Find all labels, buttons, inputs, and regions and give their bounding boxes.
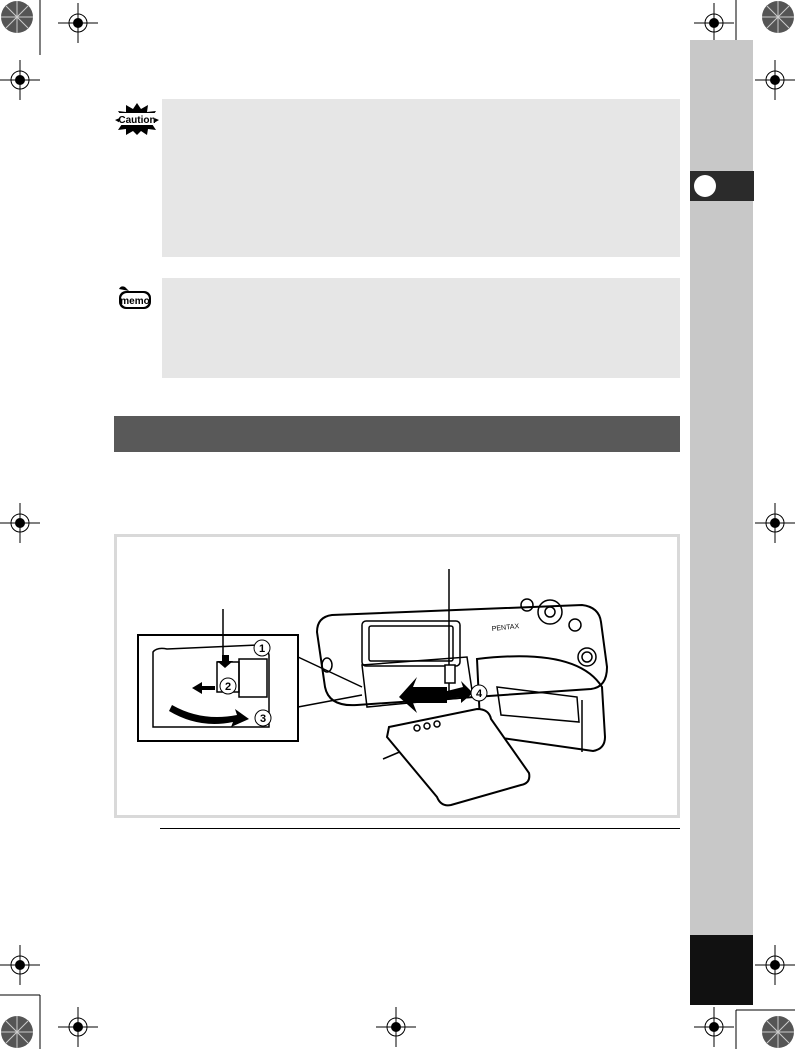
camera-battery-illustration [117,537,677,815]
crosshair-icon [694,1007,734,1047]
battery-insertion-figure [114,534,680,818]
crosshair-icon [58,1007,98,1047]
caution-label: Caution [118,115,156,126]
caution-note-box [162,99,680,257]
crosshair-icon [0,945,40,985]
crosshair-icon [376,1007,416,1047]
svg-text:PENTAX: PENTAX [491,623,520,633]
crosshair-icon [694,3,734,43]
caution-icon [114,102,160,136]
chapter-badge [690,171,754,201]
memo-icon [115,283,155,313]
crosshair-icon [0,60,40,100]
memo-label: memo [120,296,150,307]
page-bottom-rule [160,828,680,829]
page-number-tab [690,935,753,1005]
chapter-number [694,175,716,197]
section-heading-bar [114,416,680,452]
callout-step-1: 1 [258,643,266,655]
color-wheel-icon [0,1015,34,1049]
crosshair-icon [755,945,795,985]
callout-step-2: 2 [224,681,232,693]
color-wheel-icon [761,0,795,34]
crosshair-icon [755,60,795,100]
callout-step-3: 3 [259,713,267,725]
memo-note-box [162,278,680,378]
crosshair-icon [755,503,795,543]
callout-step-4: 4 [475,688,483,700]
crosshair-icon [0,503,40,543]
color-wheel-icon [761,1015,795,1049]
crosshair-icon [58,3,98,43]
color-wheel-icon [0,0,34,34]
